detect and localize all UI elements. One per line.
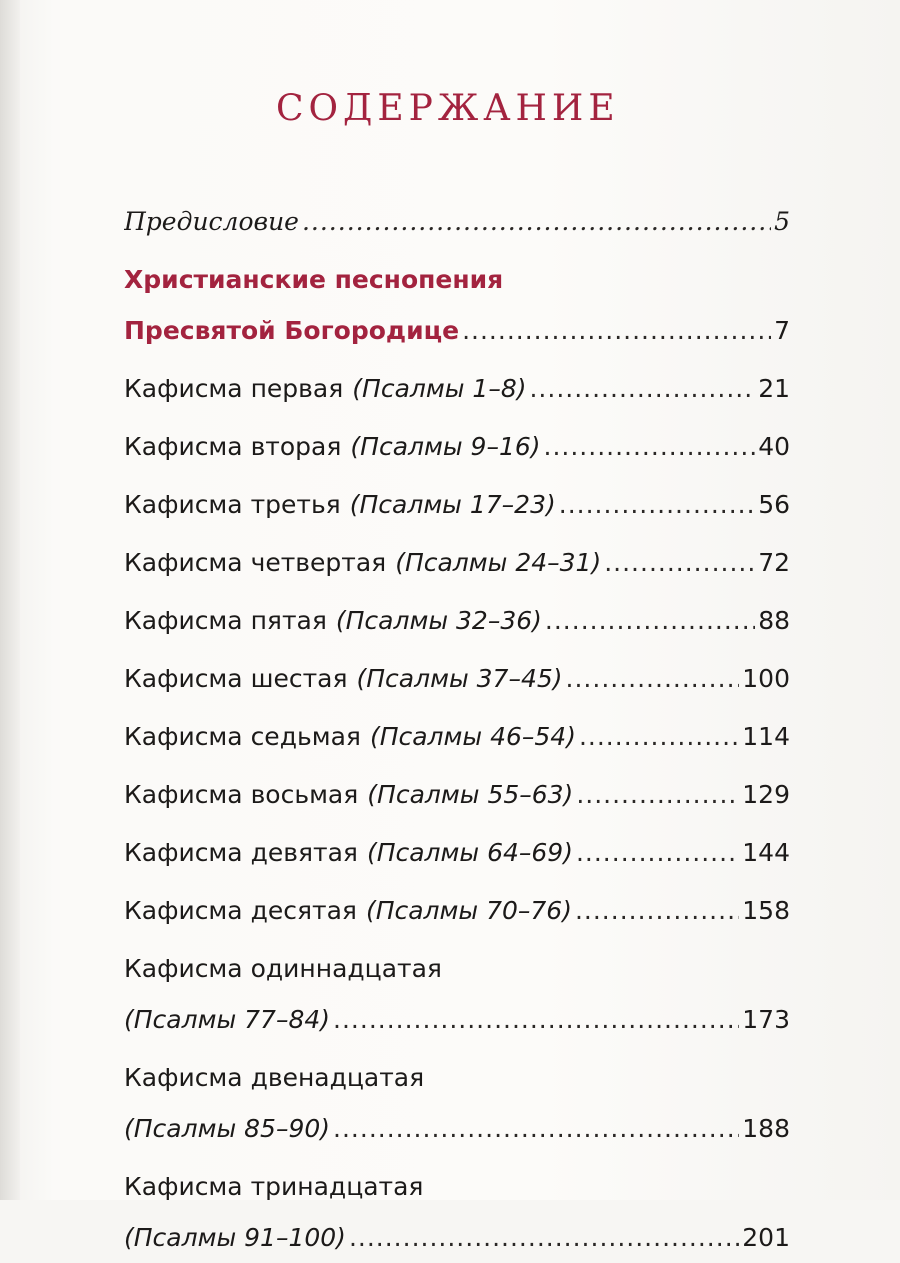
dot-leader xyxy=(302,196,771,247)
toc-entry-name: Кафисма седьмая xyxy=(124,722,361,751)
toc-entry-psalms: (Псалмы 1–8) xyxy=(352,374,527,403)
toc-entry-psalms: (Псалмы 91–100) xyxy=(124,1223,346,1252)
toc-page-number: 188 xyxy=(742,1114,790,1143)
dot-leader xyxy=(576,769,739,820)
toc-entry-name: Кафисма четвертая xyxy=(124,548,387,577)
toc-entry-name-line2: Пресвятой Богородице xyxy=(124,316,460,345)
toc-page-number: 5 xyxy=(774,207,790,236)
dot-leader xyxy=(604,537,755,588)
toc-page-number: 201 xyxy=(742,1223,790,1252)
toc-entry-name: Кафисма восьмая xyxy=(124,780,359,809)
toc-entry-kathisma-1[interactable] xyxy=(124,363,790,414)
dot-leader xyxy=(333,994,739,1045)
toc-entry-kathisma-6[interactable] xyxy=(124,653,790,704)
toc-entry-kathisma-4[interactable] xyxy=(124,537,790,588)
toc-entry-kathisma-9[interactable] xyxy=(124,827,790,878)
toc-entry-psalms: (Псалмы 9–16) xyxy=(350,432,541,461)
toc-entry-kathisma-3[interactable] xyxy=(124,479,790,530)
toc-entry-kathisma-13[interactable] xyxy=(124,1161,790,1263)
toc-entry-christian-chants[interactable] xyxy=(124,254,790,356)
toc-page-number: 40 xyxy=(758,432,790,461)
toc-entry-name: Кафисма одиннадцатая xyxy=(124,954,442,983)
toc-entry-psalms: (Псалмы 85–90) xyxy=(124,1114,331,1143)
toc-entry-name: Кафисма шестая xyxy=(124,664,348,693)
toc-entry-psalms: (Псалмы 77–84) xyxy=(124,1005,331,1034)
toc-entry-kathisma-11[interactable] xyxy=(124,943,790,1045)
toc-entry-name-line1: Христианские песнопения xyxy=(124,265,504,294)
toc-entry-name: Кафисма вторая xyxy=(124,432,342,461)
toc-page-number: 72 xyxy=(758,548,790,577)
dot-leader xyxy=(544,421,756,472)
toc-entry-name: Предисловие xyxy=(124,207,299,236)
toc-page-number: 56 xyxy=(758,490,790,519)
dot-leader xyxy=(349,1212,739,1263)
toc-page-number: 129 xyxy=(742,780,790,809)
toc-page-number: 100 xyxy=(742,664,790,693)
toc-entry-name: Кафисма первая xyxy=(124,374,344,403)
toc-page-number: 7 xyxy=(774,316,790,345)
dot-leader xyxy=(575,885,739,936)
toc-entry-kathisma-2[interactable] xyxy=(124,421,790,472)
toc-entry-kathisma-5[interactable] xyxy=(124,595,790,646)
toc-entry-foreword[interactable] xyxy=(124,196,790,247)
toc-entry-psalms: (Псалмы 55–63) xyxy=(367,780,574,809)
page-spine-shadow xyxy=(0,0,20,1200)
toc-entry-psalms: (Псалмы 70–76) xyxy=(365,896,572,925)
toc-entry-name: Кафисма девятая xyxy=(124,838,358,867)
toc-entry-psalms: (Псалмы 64–69) xyxy=(366,838,573,867)
dot-leader xyxy=(333,1103,739,1154)
toc-page-number: 173 xyxy=(742,1005,790,1034)
dot-leader xyxy=(559,479,755,530)
toc-entry-psalms: (Псалмы 37–45) xyxy=(356,664,563,693)
toc-entry-name: Кафисма двенадцатая xyxy=(124,1063,425,1092)
dot-leader xyxy=(545,595,755,646)
toc-entry-psalms: (Псалмы 24–31) xyxy=(395,548,602,577)
toc-page-number: 21 xyxy=(758,374,790,403)
dot-leader xyxy=(566,653,740,704)
toc-page-number: 158 xyxy=(742,896,790,925)
toc-page-number: 88 xyxy=(758,606,790,635)
toc-entry-psalms: (Псалмы 32–36) xyxy=(335,606,542,635)
toc-entry-psalms: (Псалмы 17–23) xyxy=(349,490,556,519)
toc-entry-kathisma-10[interactable] xyxy=(124,885,790,936)
dot-leader xyxy=(576,827,739,878)
page-title: СОДЕРЖАНИЕ xyxy=(276,88,620,129)
dot-leader xyxy=(462,305,771,356)
toc-entry-kathisma-12[interactable] xyxy=(124,1052,790,1154)
dot-leader xyxy=(579,711,739,762)
dot-leader xyxy=(529,363,755,414)
toc-page-number: 144 xyxy=(742,838,790,867)
toc-entry-kathisma-8[interactable] xyxy=(124,769,790,820)
toc-entry-name: Кафисма третья xyxy=(124,490,341,519)
toc-entry-kathisma-7[interactable] xyxy=(124,711,790,762)
toc-entry-name: Кафисма тринадцатая xyxy=(124,1172,424,1201)
toc-entry-psalms: (Псалмы 46–54) xyxy=(369,722,576,751)
toc-entry-name: Кафисма пятая xyxy=(124,606,327,635)
toc-entry-name: Кафисма десятая xyxy=(124,896,357,925)
toc-page-number: 114 xyxy=(742,722,790,751)
table-of-contents xyxy=(124,196,790,1263)
